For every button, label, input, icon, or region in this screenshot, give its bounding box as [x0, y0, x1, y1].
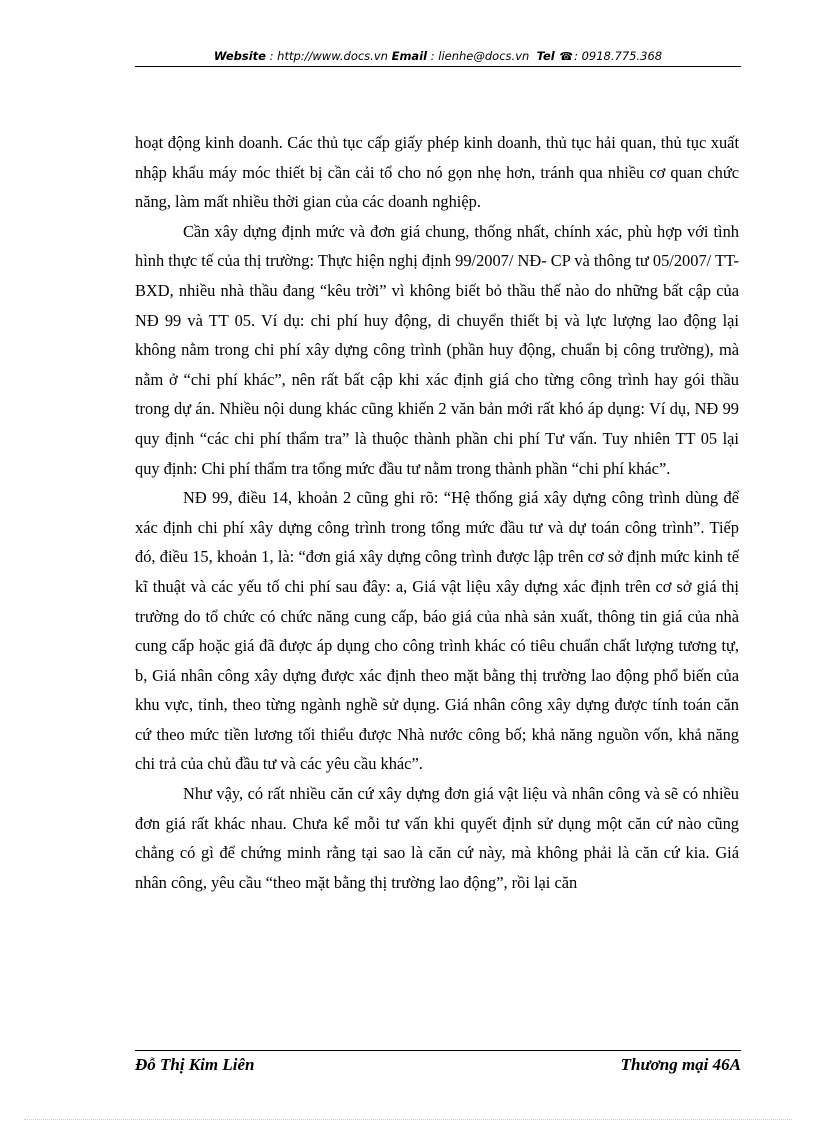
email-address[interactable]: lienhe@docs.vn [438, 49, 530, 63]
website-label: Website [213, 49, 266, 63]
document-body [135, 128, 739, 897]
footer-author: Đỗ Thị Kim Liên [135, 1055, 255, 1074]
page-bottom-edge [24, 1119, 792, 1120]
email-separator: : [427, 49, 439, 63]
phone-number: : 0918.775.368 [574, 49, 663, 63]
website-separator: : [265, 49, 278, 63]
website-url[interactable]: http://www.docs.vn [277, 49, 388, 63]
email-label: Email [391, 49, 428, 63]
paragraph-4: Như vậy, có rất nhiều căn cứ xây dựng đơn giá vật liệu và nhân công và sẽ có nhiều đơn giá rất khác nhau. Chưa kể mỗi tư vấn khi quyết định sử dụng một căn cứ nào cũng chẳng có gì để chứng minh rằng tại sao là căn cứ này, mà không phải là căn cứ kia. Giá nhân công, yêu cầu “theo mặt bằng thị trường lao động”, rồi lại căn [135, 784, 739, 892]
header-divider [135, 66, 741, 67]
paragraph-1: hoạt động kinh doanh. Các thủ tục cấp giấy phép kinh doanh, thủ tục hải quan, thủ tục xuất nhập khẩu máy móc thiết bị cần cải tổ cho nó gọn nhẹ hơn, tránh qua nhiều cơ quan chức năng, làm mất nhiều thời gian của các doanh nghiệp. [135, 133, 739, 212]
phone-icon: ☎ [559, 50, 574, 63]
tel-label: Tel [536, 49, 555, 63]
footer-divider [135, 1050, 741, 1051]
paragraph-2: Cần xây dựng định mức và đơn giá chung, thống nhất, chính xác, phù hợp với tình hình thực tế của thị trường: Thực hiện nghị định 99/2007/ NĐ- CP và thông tư 05/2007/ TT-BXD, nhiều nhà thầu đang “kêu trời” vì không biết bỏ thầu thế nào do những bất cập của NĐ 99 và TT 05. Ví dụ: chi phí huy động, di chuyển thiết bị và lực lượng lao động lại không nằm trong chi phí xây dựng công trình (phần huy động, chuẩn bị công trường), mà nằm ở “chi phí khác”, nên rất bất cập khi xác định giá cho từng công trình hay gói thầu trong dự án. Nhiều nội dung khác cũng khiến 2 văn bản mới rất khó áp dụng: Ví dụ, NĐ 99 quy định “các chi phí thẩm tra” là thuộc thành phần chi phí Tư vấn. Tuy nhiên TT 05 lại quy định: Chi phí thẩm tra tổng mức đầu tư nằm trong thành phần “chi phí khác”. [135, 221, 739, 478]
page-header [135, 46, 741, 67]
paragraph-3: NĐ 99, điều 14, khoản 2 cũng ghi rõ: “Hệ thống giá xây dựng công trình dùng để xác định chi phí xây dựng công trình trong tổng mức đầu tư và dự toán công trình”. Tiếp đó, điều 15, khoản 1, là: “đơn giá xây dựng công trình được lập trên cơ sở định mức kinh tế kĩ thuật và các yếu tố chi phí sau đây: a, Giá vật liệu xây dựng xác định trên cơ sở giá thị trường do tổ chức có chức năng cung cấp, báo giá của nhà sản xuất, thông tin giá của nhà cung cấp hoặc giá đã được áp dụng cho công trình khác có tiêu chuẩn chất lượng tương tự, b, Giá nhân công xây dựng được xác định theo mặt bằng thị trường lao động phổ biến của khu vực, tỉnh, theo từng ngành nghề sử dụng. Giá nhân công xây dựng được tính toán căn cứ theo mức tiền lương tối thiểu được Nhà nước công bố; khả năng nguồn vốn, khả năng chi trả của chủ đầu tư và các yêu cầu khác”. [135, 488, 739, 774]
footer-class: Thương mại 46A [620, 1055, 741, 1074]
